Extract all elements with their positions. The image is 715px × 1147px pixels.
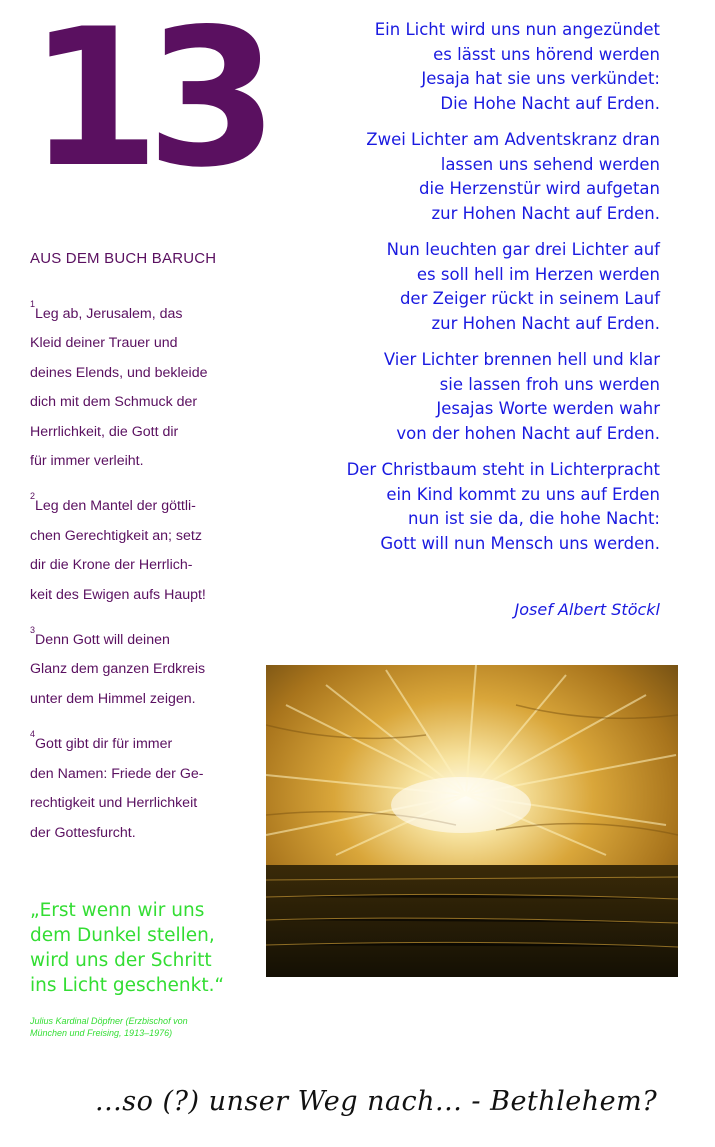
poem-line: von der hohen Nacht auf Erden.	[396, 423, 660, 443]
quote-source	[30, 1015, 260, 1039]
poem-line: zur Hohen Nacht auf Erden.	[431, 203, 660, 223]
quote-line: ins Licht geschenkt.“	[30, 975, 225, 996]
verse-line: den Namen: Friede der Ge-	[30, 765, 204, 782]
poem-author: Josef Albert Stöckl	[514, 600, 660, 619]
poem-line: lassen uns sehend werden	[440, 154, 660, 174]
poem-line: Jesaja hat sie uns verkündet:	[421, 69, 660, 88]
poem-line: es lässt uns hörend werden	[433, 44, 660, 64]
poem-line: Zwei Lichter am Adventskranz dran	[366, 130, 660, 149]
poem-line: die Herzenstür wird aufgetan	[419, 179, 660, 198]
poem-line: Gott will nun Mensch uns werden.	[380, 533, 660, 553]
verse-line: Kleid deiner Trauer und	[30, 335, 178, 352]
verse-number: 4	[30, 729, 36, 740]
poem-line: der Zeiger rückt in seinem Lauf	[399, 289, 660, 308]
quote-line: wird uns der Schritt	[30, 950, 212, 971]
verse-line: dich mit dem Schmuck der	[30, 394, 198, 411]
poem-stanza	[320, 18, 660, 116]
poem-line: nun ist sie da, die hohe Nacht:	[407, 509, 660, 528]
quote-line: dem Dunkel stellen,	[30, 925, 215, 946]
day-number: 13	[28, 0, 265, 209]
verse-line: keit des Ewigen aufs Haupt!	[30, 586, 206, 603]
quote-source-line: Julius Kardinal Döpfner (Erzbischof von	[30, 1016, 188, 1026]
quote-source-line: München und Freising, 1913–1976)	[30, 1028, 173, 1038]
poem-line: es soll hell im Herzen werden	[416, 264, 660, 284]
verse-number: 2	[30, 491, 36, 502]
verse-2	[30, 492, 258, 610]
reading-section	[30, 250, 258, 864]
poem-line: Nun leuchten gar drei Lichter auf	[386, 240, 660, 259]
verse-line: der Gottesfurcht.	[30, 824, 136, 841]
poem-stanza	[320, 128, 660, 226]
poem-line: Ein Licht wird uns nun angezündet	[374, 20, 660, 39]
verse-line: für immer verleiht.	[30, 453, 144, 470]
poem	[320, 18, 660, 568]
verse-line: chen Gerechtigkeit an; setz	[30, 527, 202, 544]
verse-line: Glanz dem ganzen Erdkreis	[30, 661, 206, 678]
verse-number: 1	[30, 299, 36, 309]
verse-line: unter dem Himmel zeigen.	[30, 690, 196, 707]
poem-line: zur Hohen Nacht auf Erden.	[431, 313, 660, 333]
verse-line: Leg ab, Jerusalem, das	[35, 306, 183, 322]
verse-line: rechtigkeit und Herrlichkeit	[30, 795, 198, 812]
poem-line: sie lassen froh uns werden	[439, 374, 660, 394]
verse-3	[30, 626, 258, 714]
poem-line: Die Hohe Nacht auf Erden.	[440, 93, 660, 113]
poem-stanza	[320, 458, 660, 556]
footer-line: ...so (?) unser Weg nach... - Bethlehem?	[95, 1086, 658, 1117]
poem-line: Jesajas Worte werden wahr	[436, 399, 660, 418]
verse-line: Denn Gott will deinen	[35, 632, 170, 649]
verse-line: dir die Krone der Herrlich-	[30, 557, 193, 574]
verse-1	[30, 300, 258, 476]
verse-line: Gott gibt dir für immer	[35, 736, 173, 753]
sunset-artwork	[266, 665, 678, 977]
poem-line: Der Christbaum steht in Lichterpracht	[346, 460, 660, 479]
reading-heading: AUS DEM BUCH BARUCH	[30, 250, 217, 267]
quote-line: „Erst wenn wir uns	[30, 900, 205, 921]
verse-line: Herrlichkeit, die Gott dir	[30, 423, 179, 440]
quote	[30, 898, 260, 998]
poem-line: ein Kind kommt zu uns auf Erden	[386, 484, 660, 504]
poem-stanza	[320, 238, 660, 336]
verse-number: 3	[30, 625, 36, 636]
verse-line: deines Elends, und bekleide	[30, 364, 208, 381]
verse-4	[30, 730, 258, 848]
poem-line: Vier Lichter brennen hell und klar	[383, 350, 660, 369]
poem-stanza	[320, 348, 660, 446]
verse-line: Leg den Mantel der göttli-	[35, 498, 196, 515]
